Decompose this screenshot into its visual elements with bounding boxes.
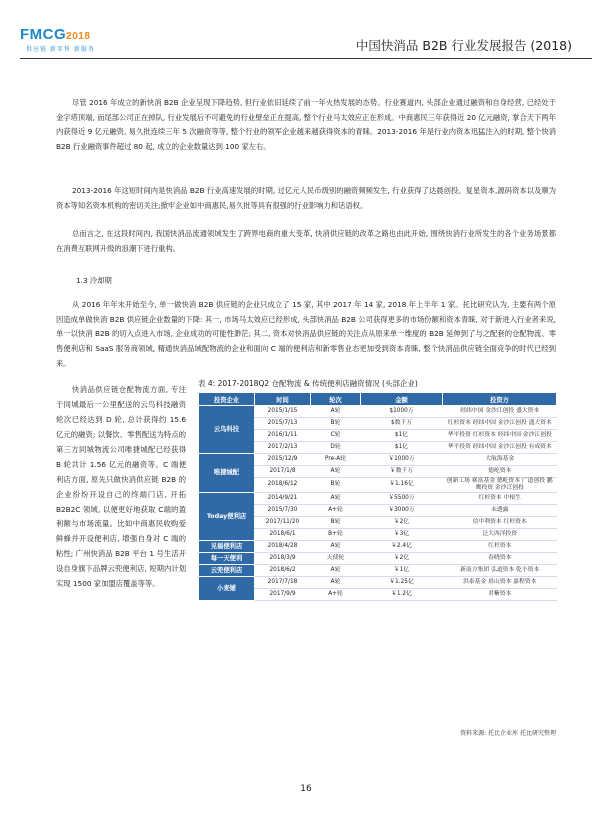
round-cell: A轮 <box>311 541 361 553</box>
table-row <box>199 577 557 589</box>
investors-cell: 春晓资本 <box>443 553 557 565</box>
investors-cell: 新南方集团 弘道资本 乾丰资本 <box>443 565 557 577</box>
column-header-amount: 金额 <box>361 393 443 406</box>
round-cell: B轮 <box>311 478 361 493</box>
investors-cell: 洪泰基金 晨山资本 嘉程资本 <box>443 577 557 589</box>
date-cell: 2015/7/13 <box>255 418 311 430</box>
page-number: 16 <box>300 784 312 794</box>
date-cell: 2018/4/28 <box>255 541 311 553</box>
investors-cell: 大航海基金 <box>443 454 557 466</box>
date-cell: 2018/6/12 <box>255 478 311 493</box>
amount-cell: ￥1.2亿 <box>361 589 443 601</box>
investors-cell: 红杉资本 经纬中国 金沙江创投 盛大资本 <box>443 418 557 430</box>
amount-cell: ￥1.25亿 <box>361 577 443 589</box>
table-caption: 表 4: 2017-2018Q2 仓配物流 & 传统便利店融资情况 (头部企业) <box>198 379 418 388</box>
document-title: 中国快消品 B2B 行业发展报告 (2018) <box>355 38 572 53</box>
company-cell: 云兜便利店 <box>199 565 255 577</box>
section-heading: 1.3 冷却期 <box>76 276 112 285</box>
round-cell: A轮 <box>311 466 361 478</box>
investors-cell: 红杉资本 中根生 <box>443 493 557 505</box>
round-cell: D轮 <box>311 442 361 454</box>
company-cell: 云鸟科技 <box>199 406 255 454</box>
investors-cell: 华平投资 红杉资本 经纬中国 金沙江创投 <box>443 430 557 442</box>
investors-cell: 经纬中国 金沙江创投 盛大资本 <box>443 406 557 418</box>
amount-cell: ￥5500万 <box>361 493 443 505</box>
round-cell: B轮 <box>311 517 361 529</box>
column-header-date: 时间 <box>255 393 311 406</box>
paragraph-3: 总而言之, 在这段时间内, 我国快消品流通领域发生了跨界电商的重大变革, 快消供应链的改革之路也由此开始, 围绕快消行业所发生的各个业务场景都在消费互联网升级的浪潮下进行重构。 <box>56 229 556 253</box>
round-cell: A轮 <box>311 406 361 418</box>
date-cell: 2018/6/1 <box>255 529 311 541</box>
fmcg-logo <box>20 26 130 56</box>
table-row <box>199 553 557 565</box>
paragraph-2: 2013-2016 年这短时间内是快消品 B2B 行业高速发展的时期, 过亿元人民币级别的融资频频发生, 行业获得了达晨创投、复星资本,源码资本以及顺为资本等知名资本机构的密切关注;掀牢企业如中商惠民,易久批等具有很强的行业影响力和话语权。 <box>56 186 556 210</box>
round-cell: A轮 <box>311 577 361 589</box>
column-header-company: 投资企业 <box>199 393 255 406</box>
company-cell: 唯捷城配 <box>199 454 255 493</box>
date-cell: 2017/7/18 <box>255 577 311 589</box>
date-cell: 2018/6/2 <box>255 565 311 577</box>
date-cell: 2017/1/8 <box>255 466 311 478</box>
table-row <box>199 541 557 553</box>
round-cell: A+轮 <box>311 505 361 517</box>
logo-subtitle: 供应链 新零售 新服务 <box>26 46 95 53</box>
date-cell: 2018/3/9 <box>255 553 311 565</box>
amount-cell: ￥1000万 <box>361 454 443 466</box>
date-cell: 2017/9/9 <box>255 589 311 601</box>
round-cell: B+轮 <box>311 529 361 541</box>
company-cell: 每一天便利 <box>199 553 255 565</box>
amount-cell: ￥2亿 <box>361 517 443 529</box>
column-header-investors: 投资方 <box>443 393 557 406</box>
table-row <box>199 454 557 466</box>
round-cell: A轮 <box>311 493 361 505</box>
amount-cell: ￥3000万 <box>361 505 443 517</box>
page-header <box>0 0 612 58</box>
date-cell: 2015/1/15 <box>255 406 311 418</box>
date-cell: 2017/11/20 <box>255 517 311 529</box>
amount-cell: ￥1亿 <box>361 565 443 577</box>
investors-cell: 未透露 <box>443 505 557 517</box>
date-cell: 2015/12/9 <box>255 454 311 466</box>
table-row <box>199 493 557 505</box>
round-cell: 天使轮 <box>311 553 361 565</box>
header-divider <box>20 58 592 59</box>
round-cell: B轮 <box>311 418 361 430</box>
date-cell: 2017/2/13 <box>255 442 311 454</box>
company-cell: 见福便利店 <box>199 541 255 553</box>
amount-cell: ￥2亿 <box>361 553 443 565</box>
table-body <box>199 406 557 601</box>
amount-cell: ￥2.4亿 <box>361 541 443 553</box>
amount-cell: $数千万 <box>361 418 443 430</box>
table-source: 资料来源: 托比企业库 托比研究整理 <box>460 730 556 737</box>
investors-cell: 红杉资本 <box>443 541 557 553</box>
company-cell: Today便利店 <box>199 493 255 541</box>
investors-cell: 创新工场 赛富基金 德屹资本 广道创投 鹏鹰投资 金沙江创投 <box>443 478 557 493</box>
table-row <box>199 406 557 418</box>
amount-cell: ￥数千万 <box>361 466 443 478</box>
paragraph-1: 尽管 2016 年成立的新快消 B2B 企业呈现下降趋势, 但行业依旧延续了前一年火热发展的态势。行业赛道内, 头部企业通过融资和自身经营, 已经处于金字塔顶端, 而尾部公司正在掉队, 行业发展后不可避免的行业壁垒正在提高, 整个行业马太效应正在形成。中商惠民三年获得近 20 亿元融资, 掌合天下两年内获得近 9 亿元融资, 易久批连续三年 5 次融资等等, 整个行业的领军企业越来越获得资本的青睐。2013-2016 年是行业内资本迅猛注入的时期, 整个快消 B2B 行业融资事件超过 80 起, 成立的企业数量达到 100 家左右。 <box>56 98 556 152</box>
table-header-row <box>199 393 557 406</box>
amount-cell: $1亿 <box>361 430 443 442</box>
round-cell: A轮 <box>311 565 361 577</box>
investors-cell: 德屹资本 <box>443 466 557 478</box>
company-cell: 小麦铺 <box>199 577 255 601</box>
logo-year: 2018 <box>66 31 91 42</box>
round-cell: Pre-A轮 <box>311 454 361 466</box>
investors-cell: 泛大西洋投资 <box>443 529 557 541</box>
date-cell: 2016/1/11 <box>255 430 311 442</box>
investors-cell: 华平投资 经纬中国 金沙江创投 有成资本 <box>443 442 557 454</box>
sidebar-paragraph: 快消品供应链仓配物流方面, 专注于同城最后一公里配送的云鸟科技融资轮次已经达到 D 轮, 总计获得约 15.6 亿元的融资; 以餐饮、零售配送为特点的第三方同城物流公司唯捷城配已经获得 B 轮共计 1.56 亿元的融资等。C 端便利店方面, 原先只做快消供应链 B2B 的企业纷纷开设自己的终端门店, 开拓 B2B2C 领域, 以便更好地获取 C端的盈利额与市场流量。比如中商惠民收购爱鲜蜂并开设便利店, 增强自身对 C 端的粘性; 广州快消品 B2B 平台 1 号生活开设自身旗下品牌云兜便利店, 短期内计划实现 1500 家加盟店覆盖等等。 <box>56 385 186 589</box>
amount-cell: ￥1.16亿 <box>361 478 443 493</box>
round-cell: A+轮 <box>311 589 361 601</box>
table-row <box>199 565 557 577</box>
financing-table <box>198 392 557 601</box>
column-header-round: 轮次 <box>311 393 361 406</box>
date-cell: 2015/7/30 <box>255 505 311 517</box>
amount-cell: ￥3亿 <box>361 529 443 541</box>
round-cell: C轮 <box>311 430 361 442</box>
date-cell: 2014/9/21 <box>255 493 311 505</box>
investors-cell: 信中利资本 红杉资本 <box>443 517 557 529</box>
amount-cell: $1000万 <box>361 406 443 418</box>
amount-cell: $1亿 <box>361 442 443 454</box>
investors-cell: 君紫资本 <box>443 589 557 601</box>
logo-text: FMCG2018 <box>20 26 91 43</box>
paragraph-4: 从 2016 年年末开始至今, 单一做快消 B2B 供应链的企业只成立了 15 家, 其中 2017 年 14 家, 2018 年上半年 1 家。托比研究认为, 主要有两个原因造成单做快消 B2B 供应链企业数量的下降: 其一, 市场马太效应已经形成, 头部快消品 B2B 公司获得更多的市场份额和资本青睐, 对于新进入行业者来说, 单一以快消 B2B 的切入点进入市场, 企业成功的可能性渺茫; 其二, 资本对快消品供应链的关注点从原来单一维度的 B2B 延伸到了与之配套的仓配物流、零售便利店和 SaaS 服务商领域, 精通快消品域配物流的企业和面向 C 端的便利店和新零售业态更加受到资本青睐, 整个快消品供应链全面竞争的时代已经到来。 <box>56 300 556 368</box>
